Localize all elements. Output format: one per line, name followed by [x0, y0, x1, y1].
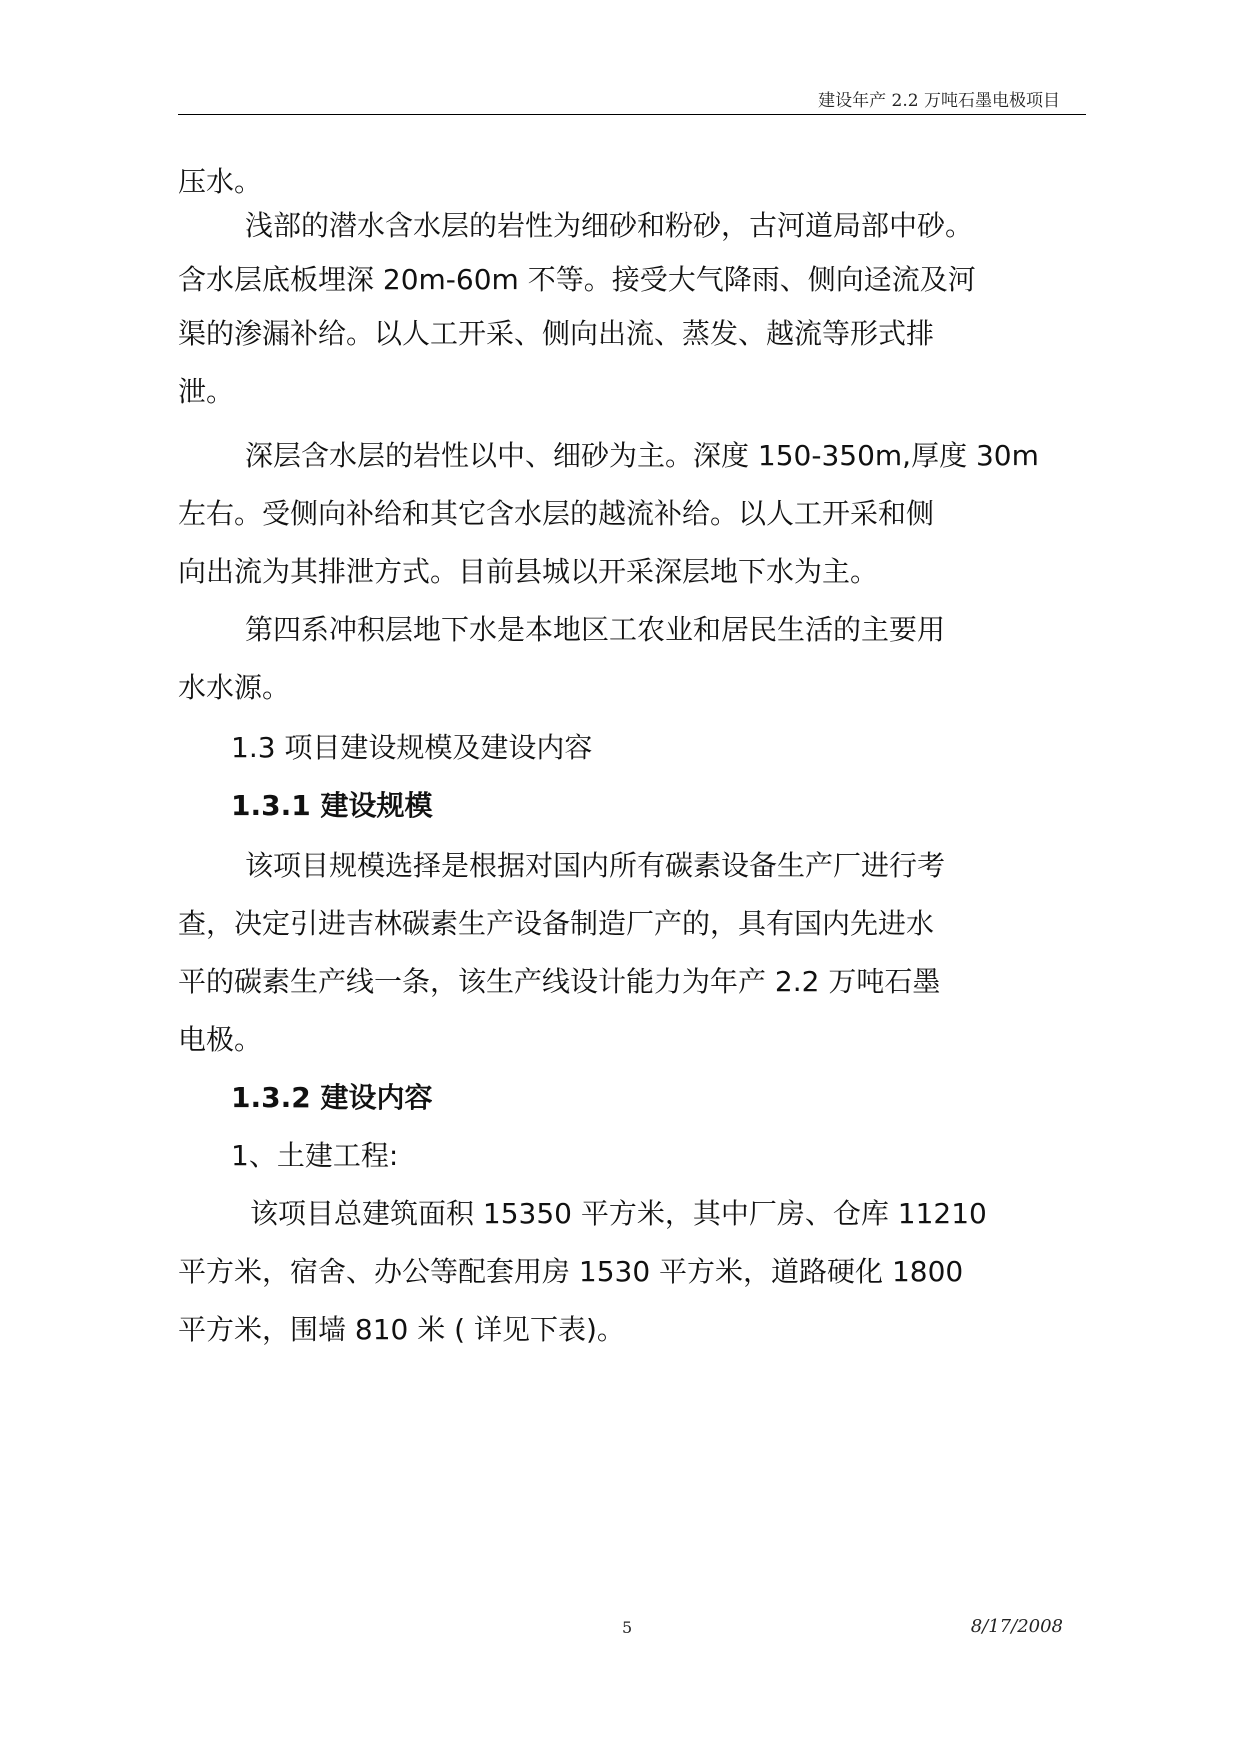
- text-line: 平的碳素生产线一条，该生产线设计能力为年产 2.2 万吨石墨: [178, 965, 941, 998]
- subsection-heading: 1.3.2 建设内容: [231, 1081, 433, 1114]
- text-line: 含水层底板埋深 20m-60m 不等。接受大气降雨、侧向迳流及河: [178, 263, 976, 296]
- text-line: 深层含水层的岩性以中、细砂为主。深度 150-350m,厚度 30m: [245, 439, 1039, 472]
- text-line: 平方米，围墙 810 米 ( 详见下表)。: [178, 1313, 625, 1346]
- text-line: 渠的渗漏补给。以人工开采、侧向出流、蒸发、越流等形式排: [178, 317, 935, 350]
- header-title: 建设年产 2.2 万吨石墨电极项目: [818, 91, 1060, 111]
- text-line: 泄。: [178, 375, 235, 408]
- text-line: 左右。受侧向补给和其它含水层的越流补给。以人工开采和侧: [178, 497, 935, 530]
- page-number: 5: [622, 1618, 633, 1637]
- text-line: 平方米，宿舍、办公等配套用房 1530 平方米，道路硬化 1800: [178, 1255, 964, 1288]
- text-line: 浅部的潜水含水层的岩性为细砂和粉砂，古河道局部中砂。: [245, 209, 974, 242]
- subsection-heading: 1.3.1 建设规模: [231, 789, 433, 822]
- text-line: 水水源。: [178, 671, 291, 704]
- text-line: 该项目规模选择是根据对国内所有碳素设备生产厂进行考: [245, 849, 946, 882]
- footer-date: 8/17/2008: [970, 1616, 1063, 1637]
- text-line: 第四系冲积层地下水是本地区工农业和居民生活的主要用: [245, 613, 946, 646]
- page-header: [178, 84, 1086, 115]
- text-line: 查，决定引进吉林碳素生产设备制造厂产的，具有国内先进水: [178, 907, 935, 940]
- text-line: 该项目总建筑面积 15350 平方米，其中厂房、仓库 11210: [250, 1197, 987, 1230]
- section-heading: 1.3 项目建设规模及建设内容: [231, 731, 593, 764]
- text-line: 电极。: [178, 1023, 263, 1056]
- text-line: 向出流为其排泄方式。目前县城以开采深层地下水为主。: [178, 555, 879, 588]
- text-line: 1、土建工程:: [231, 1139, 399, 1172]
- text-line: 压水。: [178, 165, 263, 198]
